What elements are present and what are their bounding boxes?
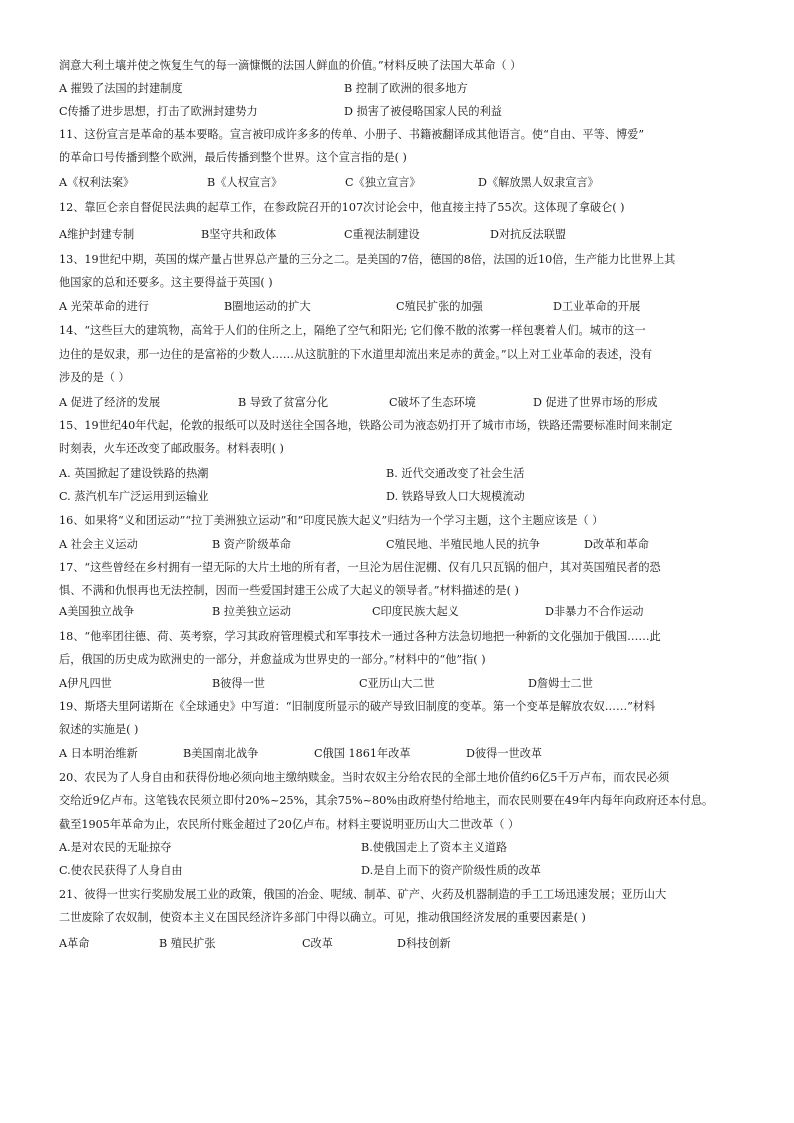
q16-option-c: C殖民地、半殖民地人民的抗争 [386, 538, 540, 551]
q19-option-a: A 日本明治维新 [59, 747, 138, 760]
q17-stem-line-1: 17、“这些曾经在乡村拥有一望无际的大片土地的所有者，一旦沦为居住泥棚、仅有几只瓦锅的佃户，其对英国殖民者的恐 [59, 561, 661, 574]
q15-option-c: C. 蒸汽机车广泛运用到运输业 [59, 490, 209, 503]
q11-stem-line-2: 的革命口号传播到整个欧洲，最后传播到整个世界。这个宣言指的是( ) [59, 151, 407, 164]
q11-option-d: D《解放黑人奴隶宣言》 [478, 176, 599, 189]
q21-option-c: C改革 [302, 937, 333, 950]
q14-option-d: D 促进了世界市场的形成 [533, 396, 658, 409]
q18-stem-line-2: 后，俄国的历史成为欧洲史的一部分，并愈益成为世界史的一部分。”材料中的“他”指( ) [59, 653, 486, 666]
q20-option-b: B.使俄国走上了资本主义道路 [361, 841, 508, 854]
q19-stem-line-1: 19、斯塔夫里阿诺斯在《全球通史》中写道：“旧制度所显示的破产导致旧制度的变革。第一个变革是解放农奴……”材料 [59, 700, 656, 713]
q20-stem-line-3: 截至1905年革命为止，农民所付账金超过了20亿卢布。材料主要说明亚历山大二世改革（ ） [59, 818, 520, 831]
q18-option-d: D詹姆士二世 [528, 677, 593, 690]
q17-stem-line-2: 惧、不满和仇恨再也无法控制，因而一些爱国封建王公成了大起义的领导者。”材料描述的是( ) [59, 584, 519, 597]
q17-option-a: A美国独立战争 [59, 605, 135, 618]
q18-option-b: B彼得一世 [212, 677, 265, 690]
q14-stem-line-3: 涉及的是（ ） [59, 371, 130, 384]
q11-option-c: C《独立宣言》 [345, 176, 421, 189]
q18-option-c: C亚历山大二世 [359, 677, 435, 690]
q13-option-d: D工业革命的开展 [553, 300, 641, 313]
q13-option-a: A 光荣革命的进行 [59, 300, 149, 313]
q10-option-a: A 摧毁了法国的封建制度 [59, 82, 183, 95]
q15-stem-line-2: 时刻表，火车还改变了邮政服务。材料表明( ) [59, 442, 284, 455]
q21-option-d: D科技创新 [397, 937, 451, 950]
q12-option-a: A维护封建专制 [59, 228, 135, 241]
q16-stem-line-1: 16、如果将“义和团运动”“拉丁美洲独立运动”和“印度民族大起义”归结为一个学习主题，这个主题应该是（ ） [59, 514, 604, 527]
q10-option-b: B 控制了欧洲的很多地方 [344, 82, 468, 95]
q21-stem-line-1: 21、彼得一世实行奖励发展工业的政策，俄国的冶金、呢绒、制革、矿产、火药及机器制造的手工工场迅速发展；亚历山大 [59, 888, 667, 901]
q17-option-c: C印度民族大起义 [372, 605, 459, 618]
q10-option-c: C传播了进步思想，打击了欧洲封建势力 [59, 105, 258, 118]
q19-option-b: B美国南北战争 [183, 747, 259, 760]
q10-stem-line-1: 润意大利土壤并使之恢复生气的每一滴慷慨的法国人鲜血的价值。”材料反映了法国大革命（ ） [59, 59, 522, 72]
q14-stem-line-1: 14、“这些巨大的建筑物，高耸于人们的住所之上，隔绝了空气和阳光; 它们像不散的浓雾一样包裹着人们。城市的这一 [59, 324, 646, 337]
q17-option-d: D非暴力不合作运动 [545, 605, 644, 618]
q20-option-d: D.是自上而下的资产阶级性质的改革 [361, 864, 541, 877]
q20-option-c: C.使农民获得了人身自由 [59, 864, 183, 877]
q14-stem-line-2: 边住的是奴隶，那一边住的是富裕的少数人……从这肮脏的下水道里却流出来足赤的黄金。”以上对工业革命的表述，没有 [59, 348, 653, 361]
q18-option-a: A伊凡四世 [59, 677, 112, 690]
q17-option-b: B 拉美独立运动 [212, 605, 291, 618]
q15-stem-line-1: 15、19世纪40年代起，伦敦的报纸可以及时送往全国各地，铁路公司为液态奶打开了城市市场，铁路还需要标准时间来制定 [59, 419, 673, 432]
q20-stem-line-1: 20、农民为了人身自由和获得份地必须向地主缴纳赎金。当时农奴主分给农民的全部土地价值约6亿5千万卢布，而农民必须 [59, 771, 670, 784]
q16-option-b: B 资产阶级革命 [212, 538, 291, 551]
q15-option-a: A. 英国掀起了建设铁路的热潮 [59, 467, 209, 480]
q12-stem-line-1: 12、靠叵仑亲自督促民法典的起草工作，在参政院召开的107次讨论会中，他直接主持了55次。这体现了拿破仑( ) [59, 201, 625, 214]
q13-stem-line-2: 他国家的总和还要多。这主要得益于英国( ) [59, 276, 273, 289]
q15-option-d: D. 铁路导致人口大规模流动 [386, 490, 525, 503]
q19-option-c: C俄国 1861年改革 [314, 747, 411, 760]
q14-option-c: C破坏了生态环境 [389, 396, 476, 409]
q11-option-b: B《人权宣言》 [207, 176, 283, 189]
q14-option-a: A 促进了经济的发展 [59, 396, 161, 409]
q13-option-b: B圈地运动的扩大 [224, 300, 311, 313]
q13-option-c: C殖民扩张的加强 [396, 300, 483, 313]
q21-option-a: A革命 [59, 937, 90, 950]
q13-stem-line-1: 13、19世纪中期，英国的煤产量占世界总产量的三分之二。是美国的7倍，德国的8倍，法国的近10倍，生产能力比世界上其 [59, 253, 676, 266]
q18-stem-line-1: 18、“他率团往德、荷、英考察，学习其政府管理模式和军事技术一通过各种方法急切地把一种新的文化强加于俄国……此 [59, 630, 661, 643]
q16-option-a: A 社会主义运动 [59, 538, 138, 551]
q14-option-b: B 导致了贫富分化 [238, 396, 329, 409]
q11-stem-line-1: 11、这份宣言是革命的基本要略。宣言被印成许多多的传单、小册子、书籍被翻译成其他语言。使“自由、平等、博爱” [59, 128, 645, 141]
q21-option-b: B 殖民扩张 [159, 937, 216, 950]
q20-stem-line-2: 交给近9亿卢布。这笔钱农民须立即付20%~25%，其余75%~80%由政府垫付给地主，而农民则要在49年内每年向政府还本付息。 [59, 794, 714, 807]
q19-stem-line-2: 叙述的实施是( ) [59, 723, 139, 736]
q19-option-d: D彼得一世改革 [466, 747, 543, 760]
q12-option-b: B坚守共和政体 [201, 228, 277, 241]
q12-option-d: D对抗反法联盟 [490, 228, 567, 241]
q10-option-d: D 损害了被侵略国家人民的利益 [344, 105, 502, 118]
q12-option-c: C重视法制建设 [344, 228, 420, 241]
q16-option-d: D改革和革命 [584, 538, 649, 551]
q15-option-b: B. 近代交通改变了社会生活 [386, 467, 525, 480]
q11-option-a: A《权利法案》 [59, 176, 135, 189]
q20-option-a: A.是对农民的无耻掠夺 [59, 841, 172, 854]
q21-stem-line-2: 二世废除了农奴制，使资本主义在国民经济许多部门中得以确立。可见，推动俄国经济发展的重要因素是( ) [59, 911, 586, 924]
